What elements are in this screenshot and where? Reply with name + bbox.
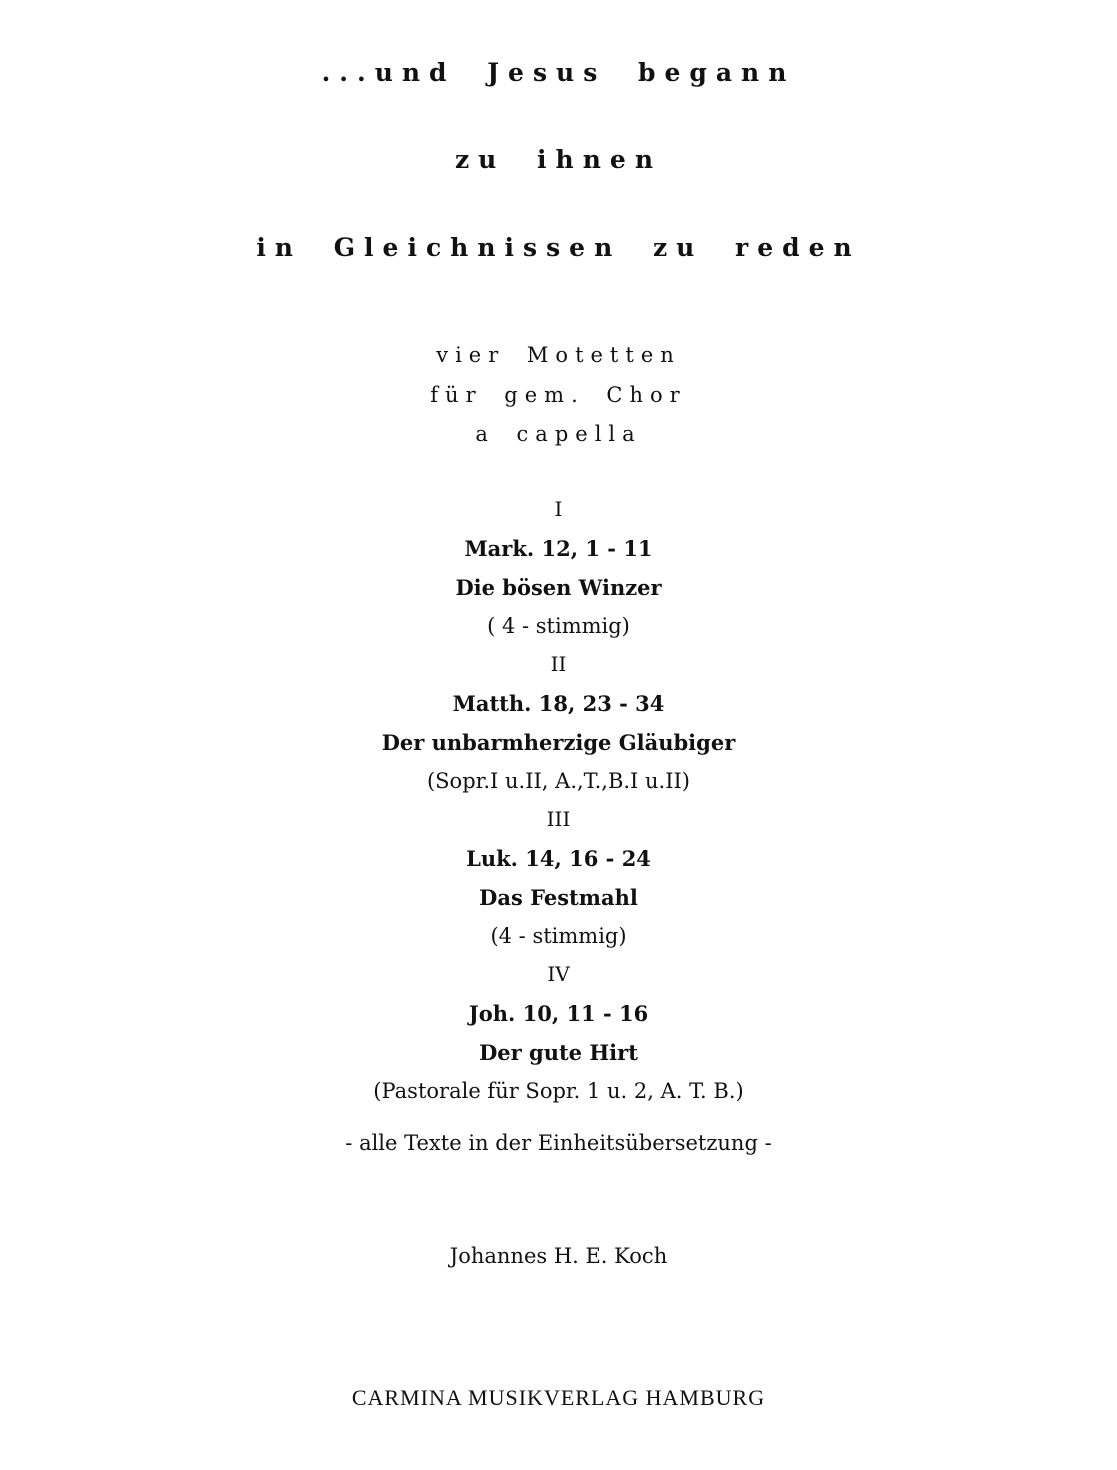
motet-voicing: (Sopr.I u.II, A.,T.,B.I u.II) (426, 769, 691, 793)
motet-voicing: (4 - stimmig) (490, 924, 627, 948)
title-line-1: ...und Jesus begann (321, 58, 796, 87)
motet-voicing: ( 4 - stimmig) (487, 614, 630, 638)
composer-name: Johannes H. E. Koch (449, 1244, 668, 1268)
motet-voicing: (Pastorale für Sopr. 1 u. 2, A. T. B.) (373, 1079, 744, 1103)
motet-numeral: IV (547, 962, 570, 986)
subtitle-line-2: für gem. Chor (430, 383, 687, 407)
motet-numeral: III (546, 807, 571, 831)
motet-reference: Joh. 10, 11 - 16 (468, 1001, 649, 1026)
title-line-3: in Gleichnissen zu reden (256, 233, 861, 262)
motet-name: Der gute Hirt (479, 1040, 638, 1065)
motet-reference: Matth. 18, 23 - 34 (452, 691, 665, 716)
motet-reference: Luk. 14, 16 - 24 (466, 846, 651, 871)
motet-name: Das Festmahl (479, 885, 638, 910)
motet-name: Der unbarmherzige Gläubiger (381, 730, 736, 755)
subtitle-line-1: vier Motetten (436, 343, 681, 367)
motet-name: Die bösen Winzer (455, 575, 662, 600)
motet-reference: Mark. 12, 1 - 11 (464, 536, 653, 561)
title-line-2: zu ihnen (454, 145, 662, 174)
motet-numeral: II (550, 652, 567, 676)
subtitle-line-3: a capella (475, 422, 642, 446)
motet-numeral: I (554, 497, 563, 521)
translation-note: - alle Texte in der Einheitsübersetzung - (345, 1131, 772, 1155)
publisher-name: CARMINA MUSIKVERLAG HAMBURG (351, 1385, 766, 1410)
